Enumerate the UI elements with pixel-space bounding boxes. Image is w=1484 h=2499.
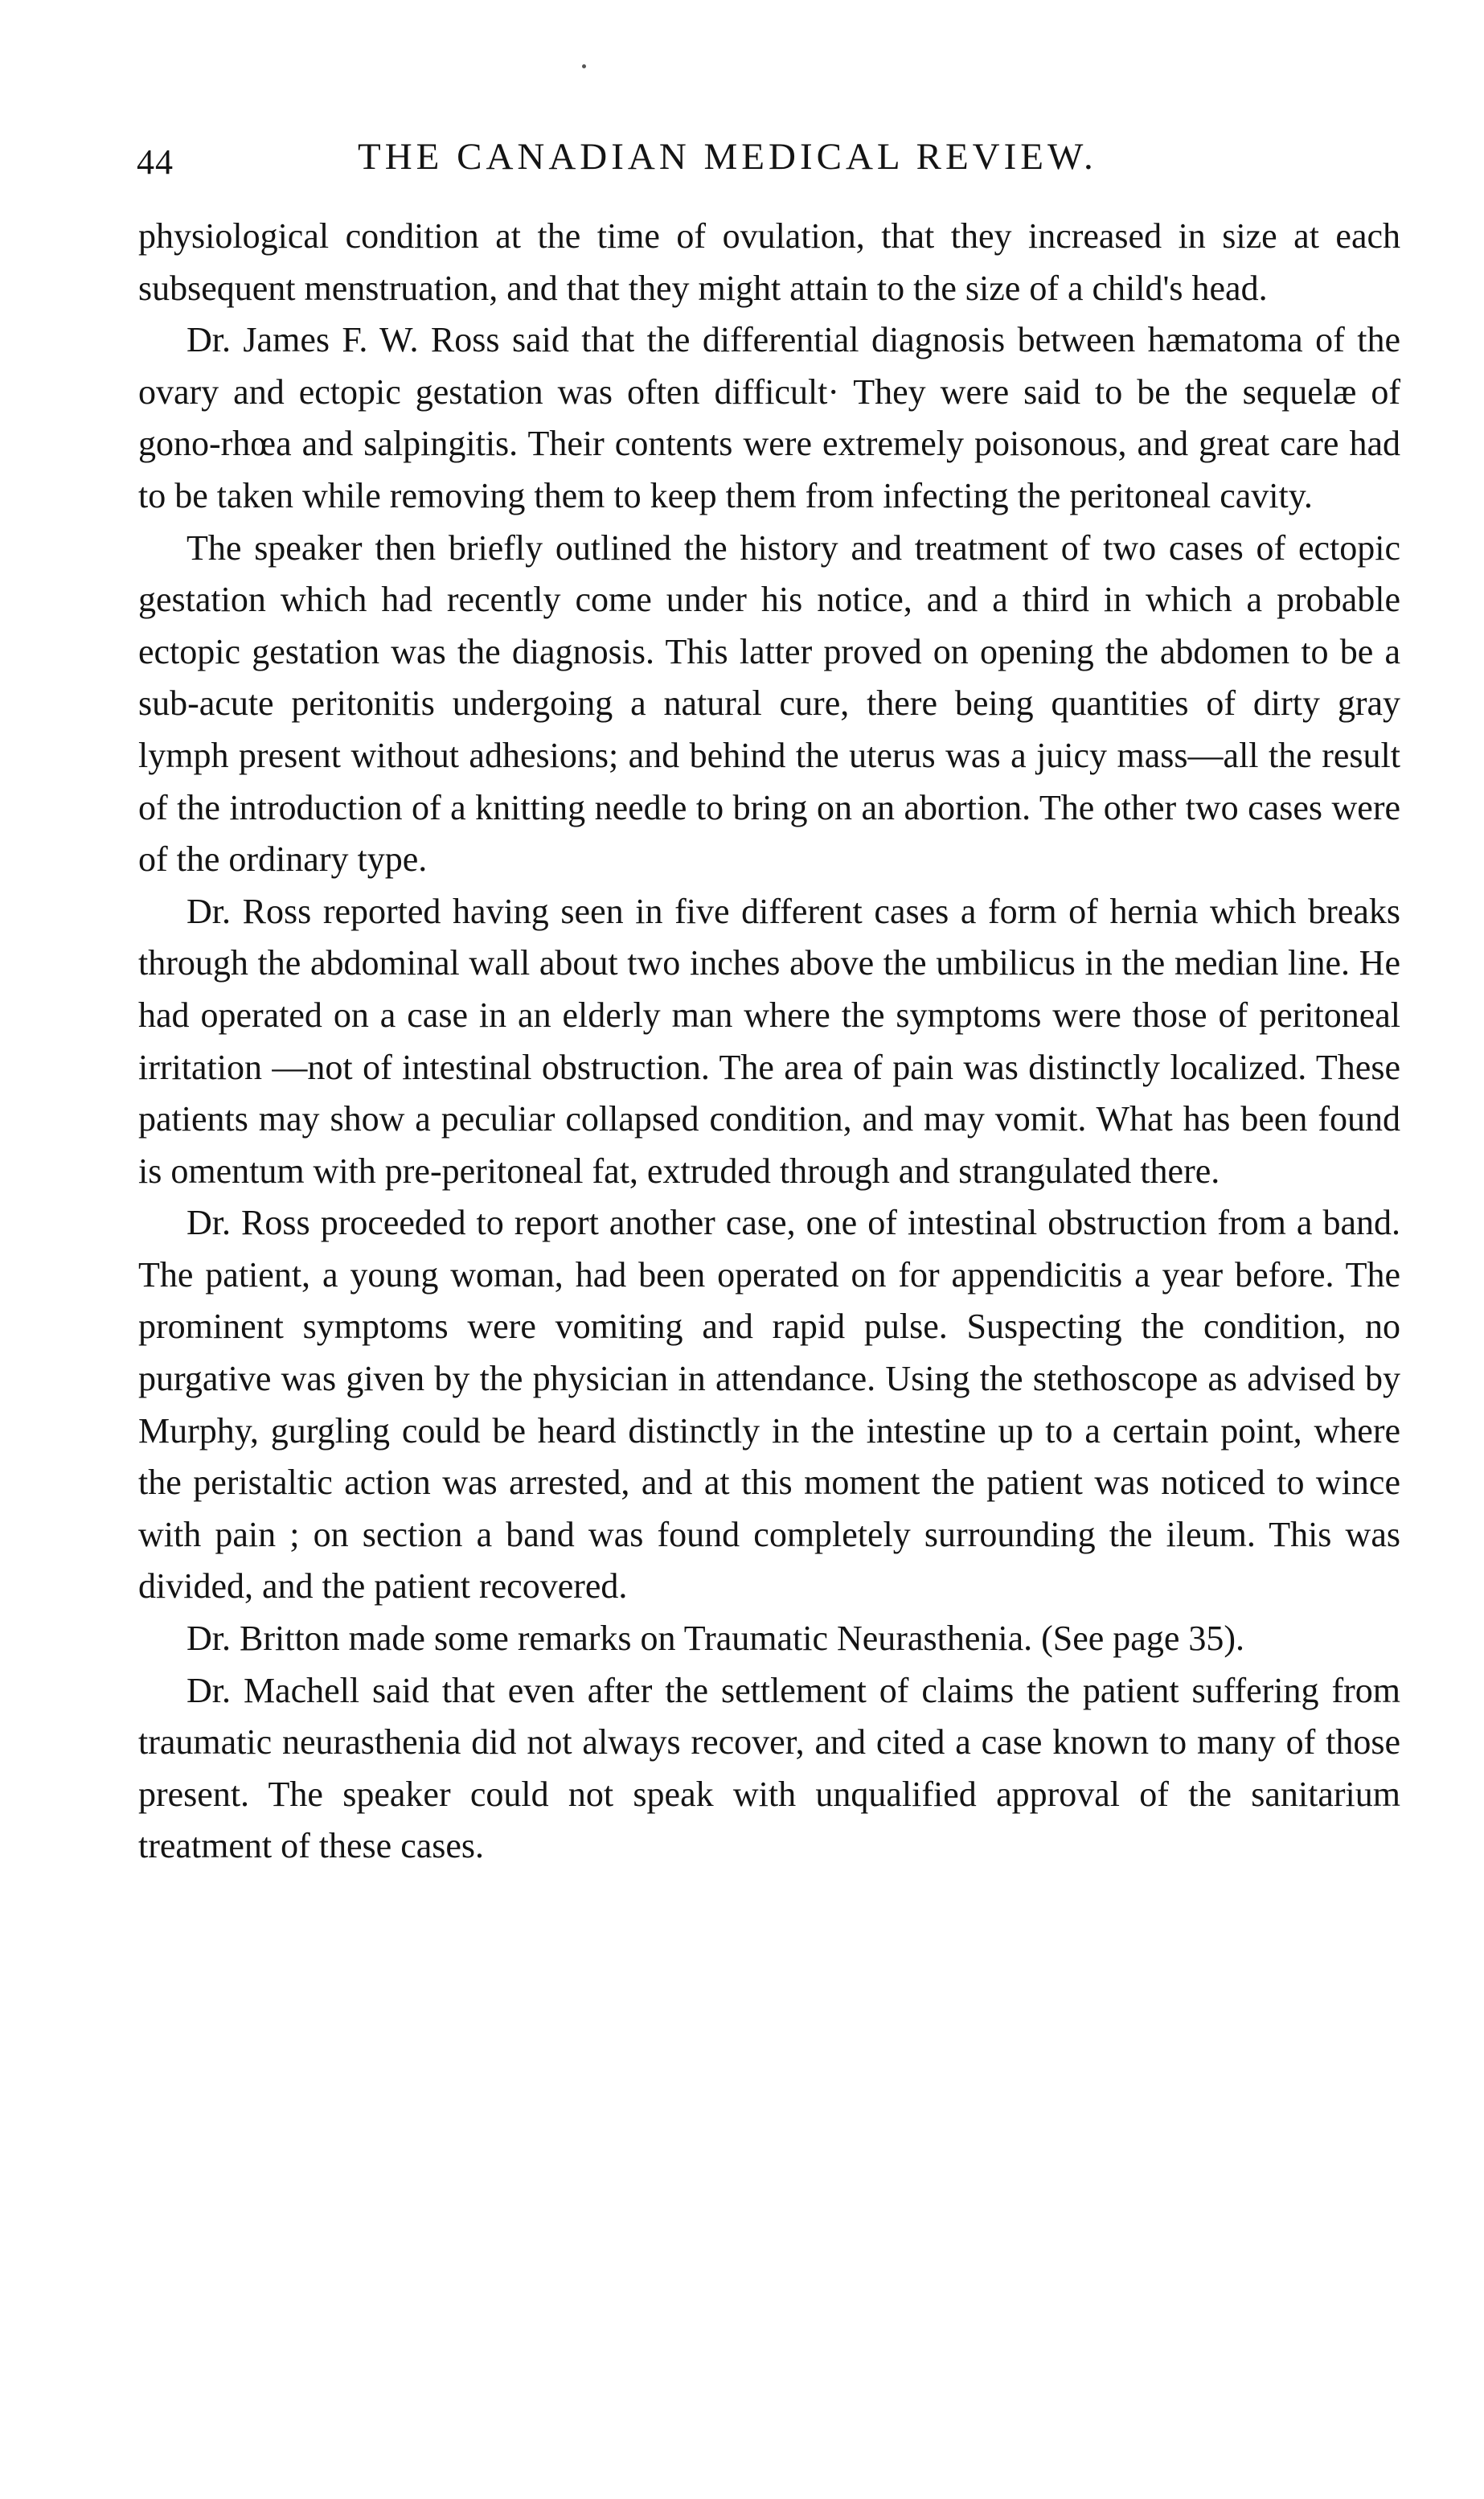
article-body — [138, 211, 1400, 1873]
paragraph-ross-diagnosis: Dr. James F. W. Ross said that the differential diagnosis between hæmatoma of the ovary and ectopic gestation was often difficult· They were said to be the sequelæ of gono-rhœa and salpingitis. Their contents were extremely poisonous, and great care had to be taken while removing them to keep them from infecting the peritoneal cavity. — [138, 320, 1400, 515]
paragraph-ectopic-cases: The speaker then briefly outlined the history and treatment of two cases of ectopic gestation which had recently come under his notice, and a third in which a probable ectopic gestation was the diagnosis. This latter proved on opening the abdomen to be a sub-acute peritonitis undergoing a natural cure, there being quantities of dirty gray lymph present without adhesions; and behind the uterus was a juicy mass—all the result of the introduction of a knitting needle to bring on an abortion. The other two cases were of the ordinary type. — [138, 527, 1400, 880]
paragraph-continuation: physiological condition at the time of ovulation, that they increased in size at each subsequent menstruation, and that they might attain to the size of a child's head. — [138, 216, 1400, 308]
paragraph-intestinal-obstruction: Dr. Ross proceeded to report another case, one of intestinal obstruction from a band. The patient, a young woman, had been operated on for appendicitis a year before. The prominent symptoms were vomiting and rapid pulse. Suspecting the condition, no purgative was given by the physician in attendance. Using the stethoscope as advised by Murphy, gurgling could be heard distinctly in the intestine up to a certain point, where the peristaltic action was arrested, and at this moment the patient was noticed to wince with pain ; on section a band was found completely surrounding the ileum. This was divided, and the patient recovered. — [138, 1203, 1400, 1606]
paragraph-machell: Dr. Machell said that even after the settlement of claims the patient suffering from traumatic neurasthenia did not always recover, and cited a case known to many of those present. The speaker could not speak with unqualified approval of the sanitarium treatment of these cases. — [138, 1670, 1400, 1866]
paragraph-hernia: Dr. Ross reported having seen in five different cases a form of hernia which breaks through the abdominal wall about two inches above the umbilicus in the median line. He had operated on a case in an elderly man where the symptoms were those of peritoneal irritation —not of intestinal obstruction. The area of pain was distinctly localized. These patients may show a peculiar collapsed condition, and may vomit. What has been found is omentum with pre-peritoneal fat, extruded through and strangulated there. — [138, 891, 1400, 1191]
journal-title: THE CANADIAN MEDICAL REVIEW. — [358, 136, 1097, 178]
page-number: 44 — [137, 142, 174, 182]
paragraph-britton: Dr. Britton made some remarks on Traumatic Neurasthenia. (See page 35). — [187, 1619, 1245, 1659]
print-speck — [582, 64, 586, 68]
running-head — [137, 135, 1391, 191]
